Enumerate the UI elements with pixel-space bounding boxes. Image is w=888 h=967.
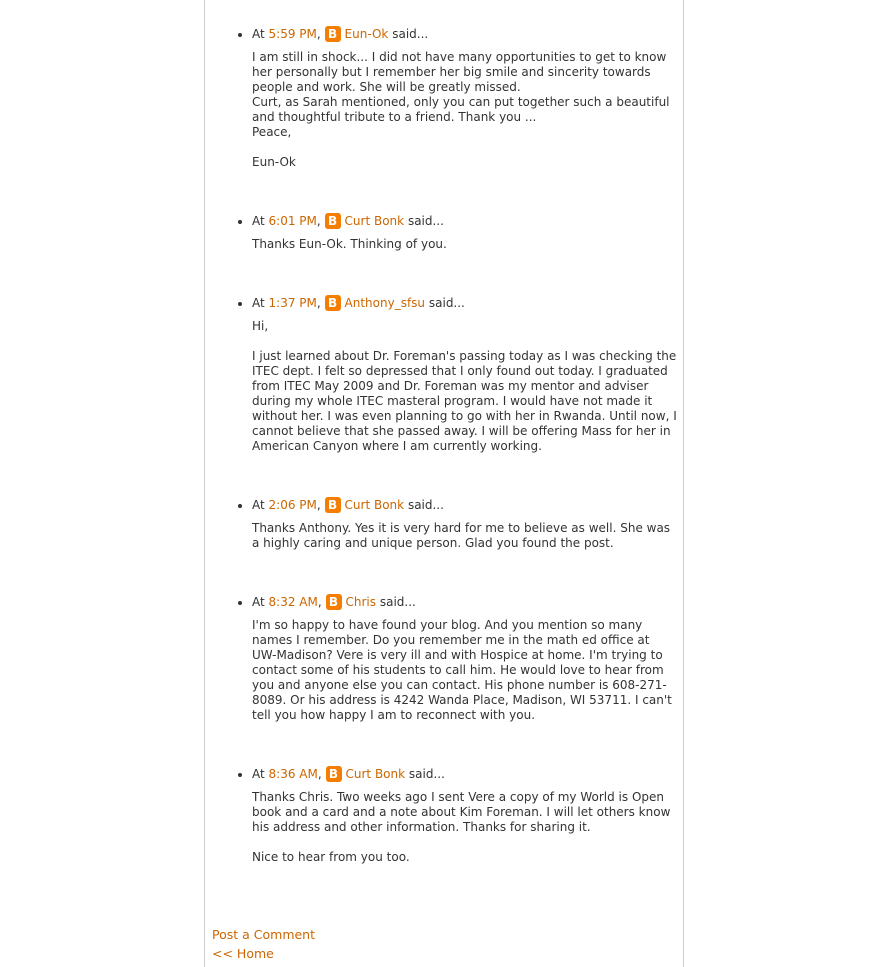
comment-timestamp-link[interactable]: 6:01 PM [268,213,317,228]
comment-said: said... [379,594,416,609]
blogger-icon[interactable]: B [325,213,341,229]
comment-paragraph: I am still in shock... I did not have many opportunities to get to know her personally but I remember her big smile and sincerity towards people and work. She will be greatly missed. Curt, as Sarah mentioned, only you can put together such a beautiful and thoughtful tribute to a friend. Thank you ... Peace, [252,50,670,139]
comment-author-link[interactable]: Chris [345,594,377,609]
blogger-icon[interactable]: B [326,766,342,782]
comment-author-link[interactable]: Curt Bonk [345,766,406,781]
comment-paragraph: Eun-Ok [252,155,296,169]
comment-prefix: • At [252,766,265,781]
blogger-icon[interactable]: B [325,295,341,311]
comment-paragraph: I'm so happy to have found your blog. And you mention so many names I remember. Do you remember me in the math ed office at UW-Madison? Vere is very ill and with Hospice at home. I'm trying to contact some of his students to call him. He would love to hear from you and anyone else you can contact. His phone number is 608-271-8089. Or his address is 4242 Wanda Place, Madison, WI 53711. I can't tell you how happy I am to reconnect with you. [252,618,672,722]
main-column [204,0,684,967]
comment-paragraph: Thanks Anthony. Yes it is very hard for me to believe as well. She was a highly caring and unique person. Glad you found the post. [252,521,671,550]
post-comment-link[interactable]: Post a Comment [212,927,316,942]
comment-body [252,618,677,723]
comment-header: • At 8:32 AM , B Chris said... [252,594,416,609]
blogger-icon[interactable]: B [325,26,341,42]
comment-item [252,292,680,454]
comment-prefix: • At [252,213,265,228]
comment-prefix: • At [252,295,265,310]
comment-item [252,494,680,551]
comment-header: • At 2:06 PM , B Curt Bonk said... [252,497,444,512]
comment-timestamp-link[interactable]: 8:32 AM [268,594,318,609]
comment-author-link[interactable]: Eun-Ok [344,26,389,41]
comment-prefix: • At [252,594,265,609]
comment-paragraph: Hi, [252,319,269,333]
comment-timestamp-link[interactable]: 1:37 PM [268,295,317,310]
home-link[interactable]: << Home [212,946,274,961]
comment-said: said... [408,766,445,781]
comment-prefix: • At [252,497,265,512]
comment-body [252,50,677,170]
comment-paragraph: Thanks Eun-Ok. Thinking of you. [252,237,447,251]
comment-item [252,591,680,723]
comment-said: said... [428,295,465,310]
comment-body [252,319,677,454]
comment-timestamp-link[interactable]: 2:06 PM [268,497,317,512]
comment-paragraph: Thanks Chris. Two weeks ago I sent Vere a copy of my World is Open book and a card and a note about Kim Foreman. I will let others know his address and other information. Thanks for sharing it. [252,790,671,834]
comment-timestamp-link[interactable]: 8:36 AM [268,766,318,781]
comment-said: said... [392,26,429,41]
comment-paragraph: Nice to hear from you too. [252,850,410,864]
comment-body [252,237,677,252]
comment-timestamp-link[interactable]: 5:59 PM [268,26,317,41]
comment-item [252,210,680,252]
comment-header: • At 5:59 PM , B Eun-Ok said... [252,26,429,41]
comment-item [252,763,680,865]
comment-body [252,521,677,551]
comment-header: • At 6:01 PM , B Curt Bonk said... [252,213,444,228]
comment-header: • At 8:36 AM , B Curt Bonk said... [252,766,445,781]
blogger-icon[interactable]: B [326,594,342,610]
comment-said: said... [407,213,444,228]
comment-author-link[interactable]: Curt Bonk [344,497,405,512]
footer-links [212,925,315,963]
comment-list [205,23,680,865]
comment-item [252,23,680,170]
comment-prefix: • At [252,26,265,41]
comment-paragraph: I just learned about Dr. Foreman's passing today as I was checking the ITEC dept. I felt so depressed that I only found out today. I graduated from ITEC May 2009 and Dr. Foreman was my mentor and adviser during my whole ITEC masteral program. I would have not made it without her. I was even planning to go with her in Rwanda. Until now, I cannot believe that she passed away. I will be offering Mass for her in American Canyon where I am currently working. [252,349,677,453]
comment-header: • At 1:37 PM , B Anthony_sfsu said... [252,295,465,310]
comment-author-link[interactable]: Anthony_sfsu [344,295,426,310]
comment-body [252,790,677,865]
blogger-icon[interactable]: B [325,497,341,513]
comment-said: said... [407,497,444,512]
comment-author-link[interactable]: Curt Bonk [344,213,405,228]
